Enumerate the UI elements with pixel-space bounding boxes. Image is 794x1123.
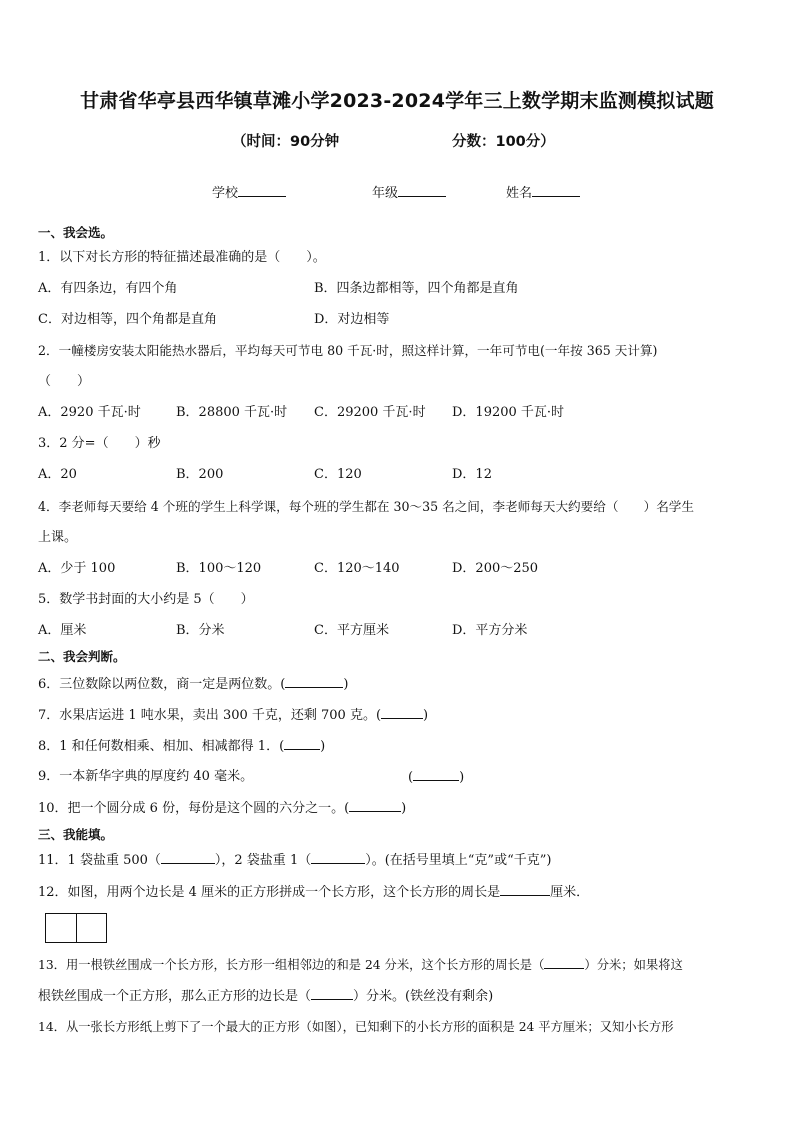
q3-option-a[interactable]: A．20 — [38, 467, 77, 482]
q7-close: ) — [423, 708, 429, 723]
q4-option-a[interactable]: A．少于 100 — [38, 561, 116, 576]
q3-text: 3．2 分=（ ）秒 — [38, 436, 161, 451]
q8-close: ) — [320, 739, 326, 754]
q5-option-d[interactable]: D．平方分米 — [452, 623, 528, 638]
school-field — [212, 182, 286, 201]
q9-answer-blank[interactable] — [413, 768, 459, 781]
q2-option-d[interactable]: D．19200 千瓦·时 — [452, 405, 565, 420]
q2-text: 2．一幢楼房安装太阳能热水器后，平均每天可节电 80 千瓦·时，照这样计算，一年可节电(一年按 365 天计算) — [38, 343, 658, 358]
q9-close: ) — [459, 770, 465, 785]
q5-option-b[interactable]: B．分米 — [176, 623, 225, 638]
q1-option-d[interactable]: D．对边相等 — [314, 312, 390, 327]
q4-option-c[interactable]: C．120～140 — [314, 561, 400, 576]
q2-paren: （ ） — [38, 374, 91, 389]
q12-item — [38, 883, 589, 902]
q11-blank-1[interactable] — [161, 851, 215, 864]
grade-label: 年级 — [372, 186, 399, 201]
q8-answer-blank[interactable] — [284, 737, 320, 750]
q4-text-cont: 上课。 — [38, 530, 78, 545]
q2-option-c[interactable]: C．29200 千瓦·时 — [314, 405, 426, 420]
q2-option-b[interactable]: B．28800 千瓦·时 — [176, 405, 288, 420]
q9-text: 9．一本新华字典的厚度约 40 毫米。 — [38, 769, 254, 784]
q4-option-b[interactable]: B．100～120 — [176, 561, 262, 576]
q9-open: ( — [408, 770, 414, 785]
q10-text: 10．把一个圆分成 6 份，每份是这个圆的六分之一。( — [38, 801, 350, 816]
page-title: 甘肃省华亭县西华镇草滩小学2023-2024学年三上数学期末监测模拟试题 — [80, 90, 714, 112]
q7-answer-blank[interactable] — [381, 706, 423, 719]
q8-item — [38, 737, 325, 756]
q13-blank-2[interactable] — [311, 987, 353, 1000]
q11-text-a: 11．1 袋盐重 500（ — [38, 853, 161, 868]
q8-text: 8．1 和任何数相乘、相加、相减都得 1．( — [38, 739, 285, 754]
q5-option-c[interactable]: C．平方厘米 — [314, 623, 389, 638]
q13-line-2 — [38, 987, 493, 1006]
q7-item — [38, 706, 428, 725]
grade-blank[interactable] — [398, 184, 446, 197]
q1-option-b[interactable]: B．四条边都相等，四个角都是直角 — [314, 281, 519, 296]
q5-option-a[interactable]: A．厘米 — [38, 623, 87, 638]
section-heading-judge: 二、我会判断。 — [38, 649, 126, 664]
q13-text-d: ）分米。(铁丝没有剩余) — [353, 989, 494, 1004]
section-heading-fill: 三、我能填。 — [38, 827, 114, 842]
exam-score: 分数：100分） — [452, 134, 555, 150]
name-blank[interactable] — [532, 184, 580, 197]
q3-option-d[interactable]: D．12 — [452, 467, 492, 482]
square-left — [46, 914, 76, 942]
q10-item — [38, 799, 406, 818]
q6-answer-blank[interactable] — [285, 675, 343, 688]
q13-text-c: 根铁丝围成一个正方形，那么正方形的边长是（ — [38, 989, 312, 1004]
q13-line-1 — [38, 956, 683, 974]
name-field — [506, 182, 580, 201]
q1-text: 1．以下对长方形的特征描述最准确的是（ ）。 — [38, 250, 326, 265]
q4-option-d[interactable]: D．200～250 — [452, 561, 539, 576]
q11-text-b: ），2 袋盐重 1（ — [214, 853, 312, 868]
exam-time: （时间：90分钟 — [232, 134, 340, 150]
q5-text: 5．数学书封面的大小约是 5（ ） — [38, 592, 254, 607]
q13-blank-1[interactable] — [544, 956, 584, 969]
q3-option-c[interactable]: C．120 — [314, 467, 362, 482]
school-label: 学校 — [212, 186, 239, 201]
two-squares-figure — [45, 913, 107, 943]
q14-text: 14．从一张长方形纸上剪下了一个最大的正方形（如图），已知剩下的小长方形的面积是 24 平方厘米；又知小长方形 — [38, 1020, 674, 1034]
q12-text-b: 厘米． — [550, 885, 590, 900]
school-blank[interactable] — [238, 184, 286, 197]
q10-answer-blank[interactable] — [349, 799, 401, 812]
q3-option-b[interactable]: B．200 — [176, 467, 224, 482]
square-right — [76, 914, 107, 942]
section-heading-choice: 一、我会选。 — [38, 225, 114, 240]
q12-blank[interactable] — [500, 883, 550, 896]
q11-item — [38, 851, 551, 870]
q11-blank-2[interactable] — [311, 851, 365, 864]
q11-text-c: ）。(在括号里填上“克”或“千克”) — [365, 853, 552, 868]
name-label: 姓名 — [506, 186, 533, 201]
q4-text: 4．李老师每天要给 4 个班的学生上科学课，每个班的学生都在 30～35 名之间，李老师每天大约要给（ ）名学生 — [38, 499, 694, 514]
q6-text: 6．三位数除以两位数，商一定是两位数。( — [38, 677, 286, 692]
q1-option-a[interactable]: A．有四条边，有四个角 — [38, 281, 178, 296]
q13-text-b: ）分米；如果将这 — [584, 958, 683, 972]
q10-close: ) — [401, 801, 407, 816]
q2-option-a[interactable]: A．2920 千瓦·时 — [38, 405, 141, 420]
q6-close: ) — [343, 677, 349, 692]
q12-text-a: 12．如图，用两个边长是 4 厘米的正方形拼成一个长方形，这个长方形的周长是 — [38, 885, 501, 900]
q1-option-c[interactable]: C．对边相等，四个角都是直角 — [38, 312, 217, 327]
grade-field — [372, 182, 446, 201]
q13-text-a: 13．用一根铁丝围成一个长方形，长方形一组相邻边的和是 24 分米，这个长方形的周长是（ — [38, 958, 545, 972]
q7-text: 7．水果店运进 1 吨水果，卖出 300 千克，还剩 700 克。( — [38, 708, 382, 723]
q9-answer — [408, 768, 464, 787]
q6-item — [38, 675, 348, 694]
